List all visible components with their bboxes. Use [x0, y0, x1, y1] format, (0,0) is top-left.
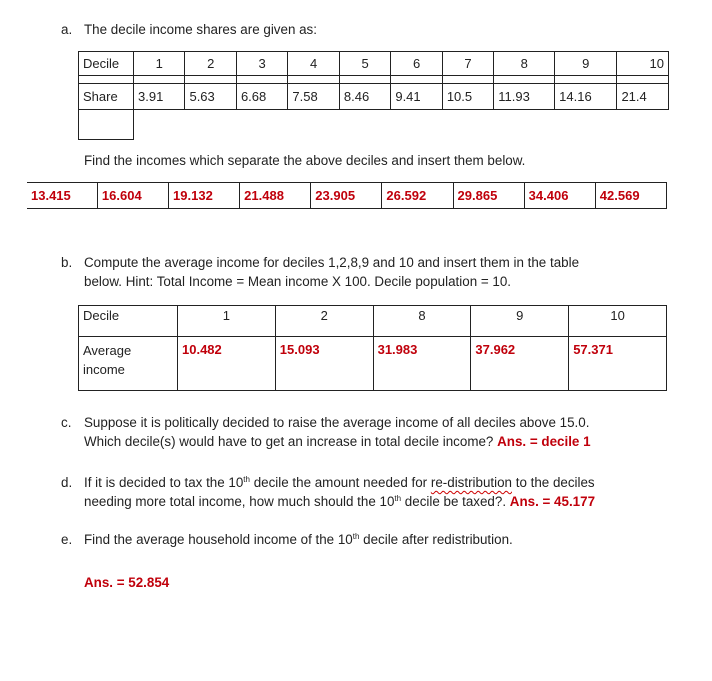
share-cell: 11.93 — [494, 84, 555, 110]
average-income-header-line2: income — [83, 362, 125, 377]
separator-cell: 16.604 — [97, 183, 168, 209]
part-c-line1: Suppose it is politically decided to raise the average income of all deciles above 15.0. — [84, 415, 590, 430]
average-decile-cell: 1 — [178, 306, 276, 337]
part-a-label: a. — [61, 22, 73, 37]
part-d-label: d. — [61, 475, 73, 490]
average-income-cell: 57.371 — [569, 337, 667, 391]
decile-cell: 6 — [391, 52, 442, 76]
part-d-text: decile the amount needed for — [249, 475, 431, 490]
part-b-line2: below. Hint: Total Income = Mean income X 100. Decile population = 10. — [84, 274, 512, 289]
decile-cell: 1 — [134, 52, 185, 76]
average-decile-cell: 8 — [373, 306, 471, 337]
separator-cell: 42.569 — [595, 183, 666, 209]
separator-cell: 21.488 — [240, 183, 311, 209]
spellcheck-word: re-distribution — [430, 475, 512, 490]
part-d-line1 — [84, 473, 595, 492]
part-e-text: Find the average household income of the 10 — [84, 532, 353, 547]
decile-cell: 8 — [494, 52, 555, 76]
separator-cell: 29.865 — [453, 183, 524, 209]
average-income-cell: 31.983 — [373, 337, 471, 391]
average-decile-cell: 2 — [275, 306, 373, 337]
part-d-line2 — [84, 492, 595, 511]
part-e-text: decile after redistribution. — [359, 532, 513, 547]
ordinal-suffix: th — [394, 494, 402, 503]
share-cell: 9.41 — [391, 84, 442, 110]
part-a-instruction: Find the incomes which separate the above deciles and insert them below. — [84, 153, 526, 168]
decile-cell: 3 — [236, 52, 287, 76]
share-cell: 8.46 — [339, 84, 390, 110]
share-table-spacer-row — [79, 76, 669, 84]
average-decile-cell: 10 — [569, 306, 667, 337]
share-cell: 6.68 — [236, 84, 287, 110]
average-income-header — [79, 337, 178, 391]
decile-cell: 5 — [339, 52, 390, 76]
part-b-line1: Compute the average income for deciles 1,2,8,9 and 10 and insert them in the table — [84, 255, 580, 270]
share-cell: 10.5 — [442, 84, 493, 110]
part-c-line2 — [84, 432, 591, 451]
share-table-decile-row — [79, 52, 669, 76]
part-c-question: Which decile(s) would have to get an increase in total decile income? — [84, 434, 494, 449]
separator-table — [27, 182, 667, 209]
ordinal-suffix: th — [243, 475, 250, 484]
average-income-cell: 15.093 — [275, 337, 373, 391]
decile-cell: 4 — [288, 52, 339, 76]
part-a-title: The decile income shares are given as: — [84, 22, 317, 37]
share-table — [78, 51, 669, 140]
part-e-answer: Ans. = 52.854 — [84, 575, 170, 590]
decile-cell: 7 — [442, 52, 493, 76]
part-d-text: If it is decided to tax the 10 — [84, 475, 244, 490]
average-decile-cell: 9 — [471, 306, 569, 337]
part-d-text: needing more total income, how much should the 10 — [84, 494, 395, 509]
part-d-text: decile be taxed?. — [401, 494, 507, 509]
average-income-cell: 10.482 — [178, 337, 276, 391]
separator-cell: 23.905 — [311, 183, 382, 209]
part-e-label: e. — [61, 532, 73, 547]
separator-cell: 13.415 — [27, 183, 97, 209]
share-cell: 7.58 — [288, 84, 339, 110]
part-e-line1 — [84, 530, 513, 549]
ordinal-suffix: th — [352, 532, 360, 541]
share-table-bottom-row — [79, 110, 669, 140]
part-d-text: to the deciles — [512, 475, 595, 490]
separator-cell: 19.132 — [169, 183, 240, 209]
share-cell: 14.16 — [555, 84, 617, 110]
separator-cell: 34.406 — [524, 183, 595, 209]
average-income-header-line1: Average — [83, 343, 132, 358]
decile-cell: 2 — [185, 52, 236, 76]
share-header: Share — [79, 84, 134, 110]
share-cell: 3.91 — [134, 84, 185, 110]
part-c-answer: Ans. = decile 1 — [497, 434, 591, 449]
part-d-answer: Ans. = 45.177 — [509, 494, 596, 509]
part-b-label: b. — [61, 255, 73, 270]
decile-header: Decile — [79, 52, 134, 76]
decile-cell: 9 — [555, 52, 617, 76]
average-table — [78, 305, 667, 391]
part-c-label: c. — [61, 415, 72, 430]
share-cell: 5.63 — [185, 84, 236, 110]
share-table-share-row — [79, 84, 669, 110]
average-decile-header: Decile — [79, 306, 178, 337]
separator-cell: 26.592 — [382, 183, 453, 209]
decile-cell: 10 — [617, 52, 669, 76]
share-cell: 21.4 — [617, 84, 669, 110]
average-income-cell: 37.962 — [471, 337, 569, 391]
